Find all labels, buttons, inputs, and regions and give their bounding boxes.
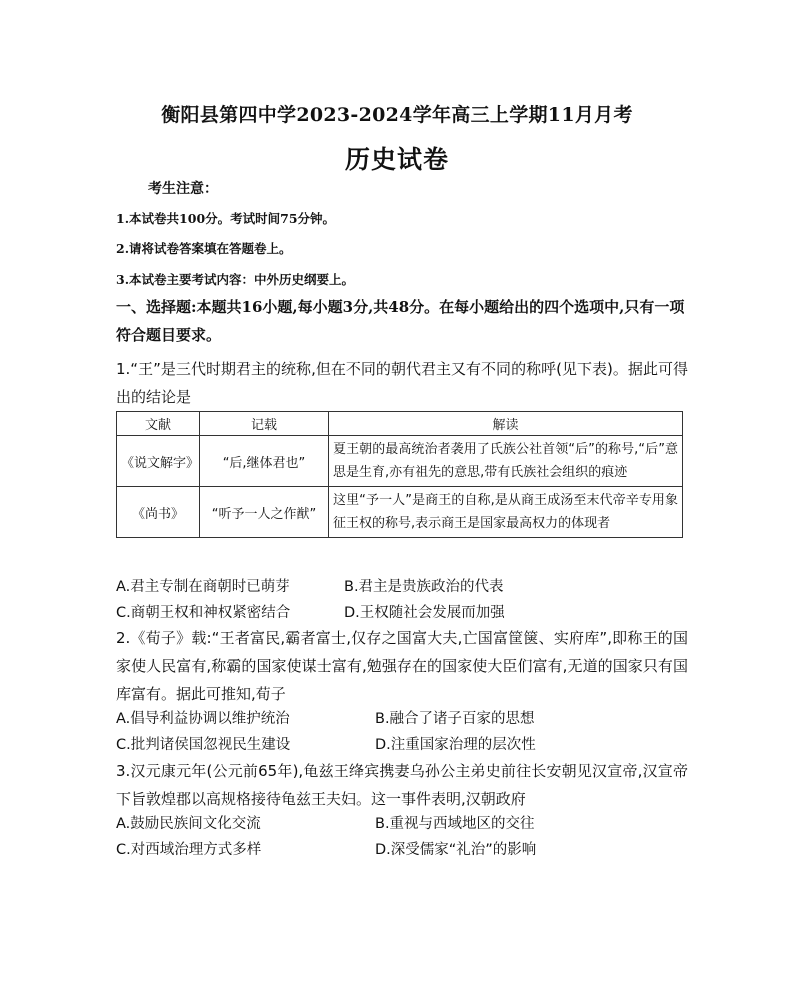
question-1-option-c: C.商朝王权和神权紧密结合 [116,605,291,621]
table-cell: 这里“予一人”是商王的自称,是从商王成汤至末代帝辛专用象征王权的称号,表示商王是国家最高权力的体现者 [329,487,683,538]
table-cell: 夏王朝的最高统治者袭用了氏族公社首领“后”的称号,“后”意思是生育,亦有祖先的意思,带有氏族社会组织的痕迹 [329,436,683,487]
table-header-cell: 解读 [329,412,683,436]
question-3-option-b: B.重视与西域地区的交往 [375,816,535,832]
question-1-option-a: A.君主专制在商朝时已萌芽 [116,579,290,595]
question-2-stem: 2.《荀子》载:“王者富民,霸者富士,仅存之国富大夫,亡国富筐箧、实府库”,即称王的国家使人民富有,称霸的国家使谋士富有,勉强存在的国家使大臣们富有,无道的国家只有国库富有。据此可推知,荀子 [116,629,688,703]
question-2-option-b: B.融合了诸子百家的思想 [375,711,535,727]
question-2-option-a: A.倡导利益协调以维护统治 [116,711,290,727]
question-3-option-d: D.深受儒家“礼治”的影响 [375,842,537,858]
exam-subject: 历史试卷 [344,145,449,174]
table-cell: “听予一人之作猷” [200,487,329,538]
question-1-stem: 1.“王”是三代时期君主的统称,但在不同的朝代君主又有不同的称呼(见下表)。据此可得出的结论是 [116,360,688,406]
question-2-option-c: C.批判诸侯国忽视民生建设 [116,737,291,753]
question-3-option-a: A.鼓励民族间文化交流 [116,816,261,832]
table-cell: “后,继体君也” [200,436,329,487]
question-2-option-d: D.注重国家治理的层次性 [375,737,536,753]
notice-rule: 2.请将试卷答案填在答题卷上。 [116,241,292,256]
table-header-row [117,412,683,436]
question-3-option-c: C.对西域治理方式多样 [116,842,262,858]
section-heading: 一、选择题:本题共16小题,每小题3分,共48分。在每小题给出的四个选项中,只有一项符合题目要求。 [116,298,685,344]
notice-heading: 考生注意： [148,181,218,197]
notice-rule: 1.本试卷共100分。考试时间75分钟。 [116,211,336,226]
question-3-stem: 3.汉元康元年(公元前65年),龟兹王绛宾携妻乌孙公主弟史前往长安朝见汉宣帝,汉宣帝下旨敦煌郡以高规格接待龟兹王夫妇。这一事件表明,汉朝政府 [116,762,688,808]
notice-rule: 3.本试卷主要考试内容：中外历史纲要上。 [116,272,355,287]
table-header-cell: 文献 [117,412,200,436]
question-1-option-d: D.王权随社会发展而加强 [344,605,505,621]
table-cell: 《尚书》 [117,487,200,538]
table-row [117,487,683,538]
table-cell: 《说文解字》 [117,436,200,487]
question-1-option-b: B.君主是贵族政治的代表 [344,579,504,595]
table-header-cell: 记载 [200,412,329,436]
table-row [117,436,683,487]
question-1-table [116,411,683,538]
exam-title: 衡阳县第四中学2023-2024学年高三上学期11月月考 [161,104,633,126]
